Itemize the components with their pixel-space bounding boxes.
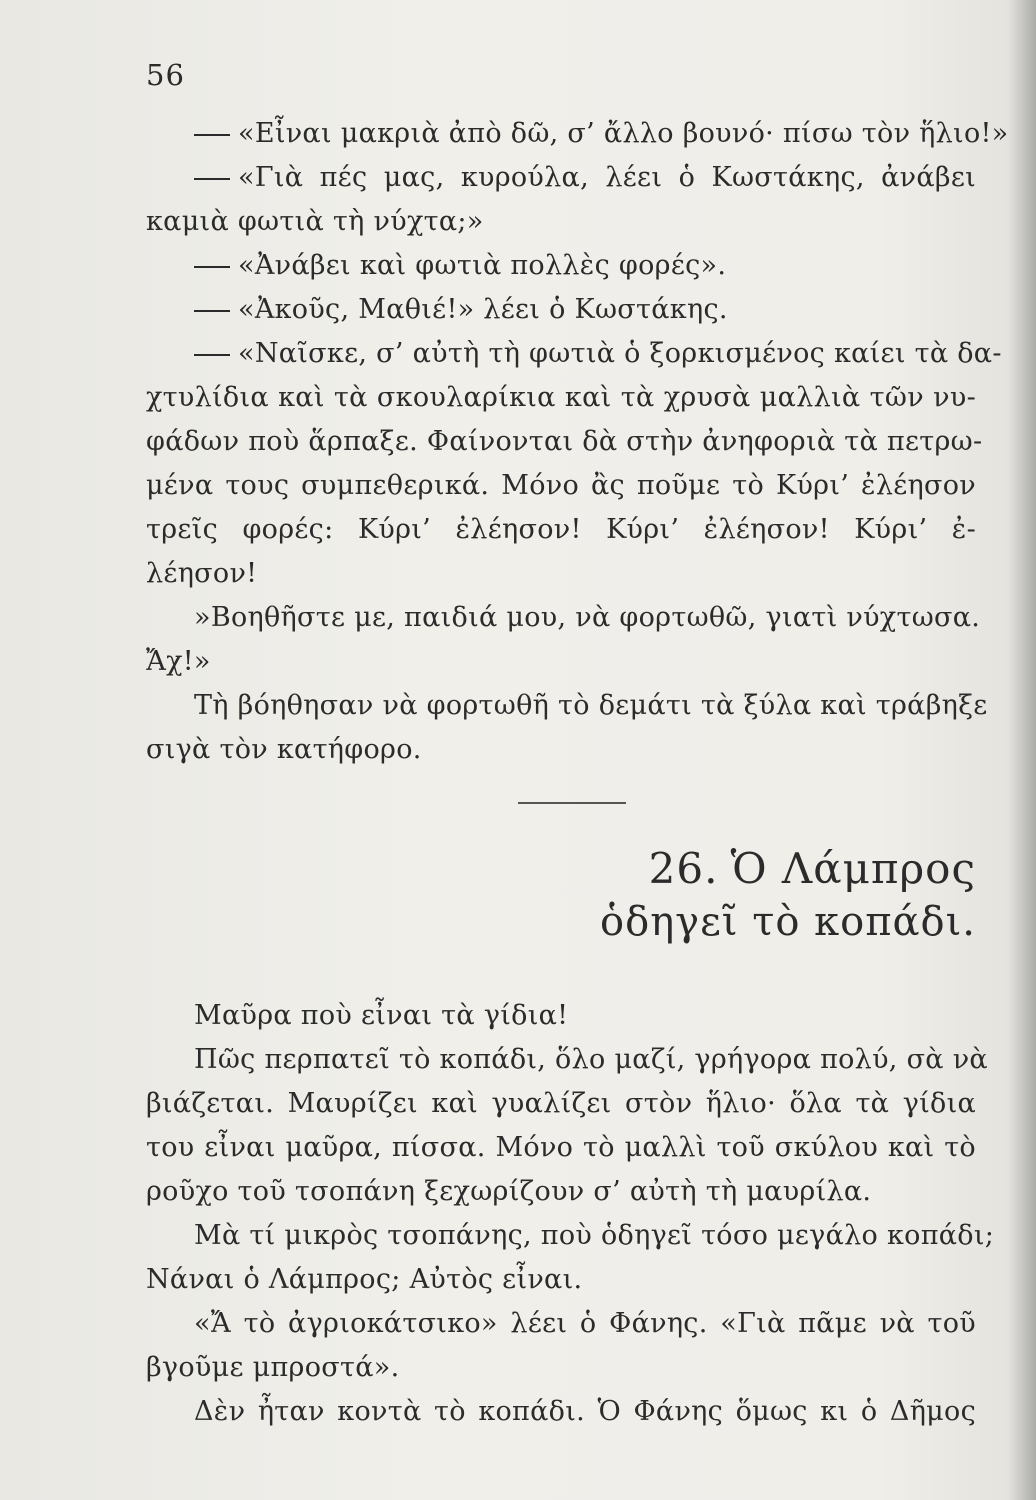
em-dash xyxy=(194,354,230,356)
em-dash xyxy=(194,266,230,268)
chapter-title-line1: Ὁ Λάμπρος xyxy=(730,844,976,893)
line-text: Μὰ τί μικρὸς τσοπάνης, ποὺ ὁδηγεῖ τόσο μεγάλο κοπάδι; xyxy=(194,1220,995,1251)
text-line xyxy=(146,376,976,420)
line-text: καμιὰ φωτιὰ τὴ νύχτα;» xyxy=(146,206,484,237)
text-line xyxy=(146,1170,976,1214)
line-text: βγοῦμε μπροστά». xyxy=(146,1352,400,1383)
line-text: Νάναι ὁ Λάμπρος; Αὐτὸς εἶναι. xyxy=(146,1264,583,1295)
line-text: βιάζεται. Μαυρίζει καὶ γυαλίζει στὸν ἥλιο· ὅλα τὰ γίδια xyxy=(146,1088,976,1119)
line-text: σιγὰ τὸν κατήφορο. xyxy=(146,734,422,765)
line-text: χτυλίδια καὶ τὰ σκουλαρίκια καὶ τὰ χρυσὰ μαλλιὰ τῶν νυ- xyxy=(146,382,976,413)
line-text: Πῶς περπατεῖ τὸ κοπάδι, ὅλο μαζί, γρήγορα πολύ, σὰ νὰ xyxy=(194,1044,988,1075)
text-line xyxy=(146,1082,976,1126)
line-text: του εἶναι μαῦρα, πίσσα. Μόνο τὸ μαλλὶ τοῦ σκύλου καὶ τὸ xyxy=(146,1132,976,1163)
dialogue-section xyxy=(146,112,1009,772)
line-text: «Ἀνάβει καὶ φωτιὰ πολλὲς φορές». xyxy=(238,250,727,281)
text-line xyxy=(146,1038,988,1082)
text-line xyxy=(146,596,981,640)
text-line xyxy=(146,332,1002,376)
chapter-text xyxy=(146,994,995,1434)
chapter-heading xyxy=(146,842,976,896)
page-number: 56 xyxy=(146,58,185,92)
line-text: Μαῦρα ποὺ εἶναι τὰ γίδια! xyxy=(194,1000,569,1031)
text-line xyxy=(146,640,976,684)
text-line xyxy=(146,684,988,728)
text-line xyxy=(146,1126,976,1170)
text-line xyxy=(146,112,1009,156)
em-dash xyxy=(194,178,230,180)
line-text: φάδων ποὺ ἅρπαξε. Φαίνονται δὰ στὴν ἀνηφοριὰ τὰ πετρω- xyxy=(146,426,983,457)
text-line xyxy=(146,994,976,1038)
page-content xyxy=(146,112,1009,1434)
em-dash xyxy=(194,134,230,136)
chapter-title-line2: ὁδηγεῖ τὸ κοπάδι. xyxy=(600,899,976,945)
line-text: Δὲν ἦταν κοντὰ τὸ κοπάδι. Ὁ Φάνης ὅμως κι ὁ Δῆμος xyxy=(194,1396,976,1427)
line-text: «Γιὰ πές μας, κυρούλα, λέει ὁ Κωστάκης, ἀνάβει xyxy=(238,162,976,193)
line-text: »Βοηθῆστε με, παιδιά μου, νὰ φορτωθῶ, γιατὶ νύχτωσα. xyxy=(194,602,981,633)
text-line xyxy=(146,1346,976,1390)
em-dash xyxy=(194,310,230,312)
line-text: τρεῖς φορές: Κύρι’ ἐλέησον! Κύρι’ ἐλέησον! Κύρι’ ἐ- xyxy=(146,514,976,545)
text-line xyxy=(146,1390,976,1434)
line-text: λέησον! xyxy=(146,558,258,589)
text-line xyxy=(146,464,976,508)
text-line xyxy=(146,728,976,772)
text-line xyxy=(146,1302,976,1346)
text-line xyxy=(146,244,976,288)
text-line xyxy=(146,1214,995,1258)
chapter-number: 26. xyxy=(648,844,719,893)
text-line xyxy=(146,288,976,332)
line-text: «Ναῖσκε, σ’ αὐτὴ τὴ φωτιὰ ὁ ξορκισμένος καίει τὰ δα- xyxy=(238,338,1002,369)
line-text: «Εἶναι μακριὰ ἀπὸ δῶ, σ’ ἄλλο βουνό· πίσω τὸν ἥλιο!» xyxy=(238,118,1009,149)
line-text: «Ἄ τὸ ἀγριοκάτσικο» λέει ὁ Φάνης. «Γιὰ πᾶμε νὰ τοῦ xyxy=(194,1308,976,1339)
page-gutter-shadow xyxy=(1008,0,1036,1500)
text-line xyxy=(146,200,976,244)
line-text: Ἄχ!» xyxy=(146,646,211,677)
line-text: «Ἀκοῦς, Μαθιέ!» λέει ὁ Κωστάκης. xyxy=(238,294,728,325)
text-line xyxy=(146,1258,976,1302)
line-text: ροῦχο τοῦ τσοπάνη ξεχωρίζουν σ’ αὐτὴ τὴ μαυρίλα. xyxy=(146,1176,872,1207)
section-divider xyxy=(518,802,626,804)
text-line xyxy=(146,156,976,200)
text-line xyxy=(146,552,976,596)
line-text: μένα τους συμπεθερικά. Μόνο ἂς ποῦμε τὸ Κύρι’ ἐλέησον xyxy=(146,470,976,501)
text-line xyxy=(146,508,976,552)
line-text: Τὴ βόηθησαν νὰ φορτωθῆ τὸ δεμάτι τὰ ξύλα καὶ τράβηξε xyxy=(194,690,988,721)
text-line xyxy=(146,420,983,464)
